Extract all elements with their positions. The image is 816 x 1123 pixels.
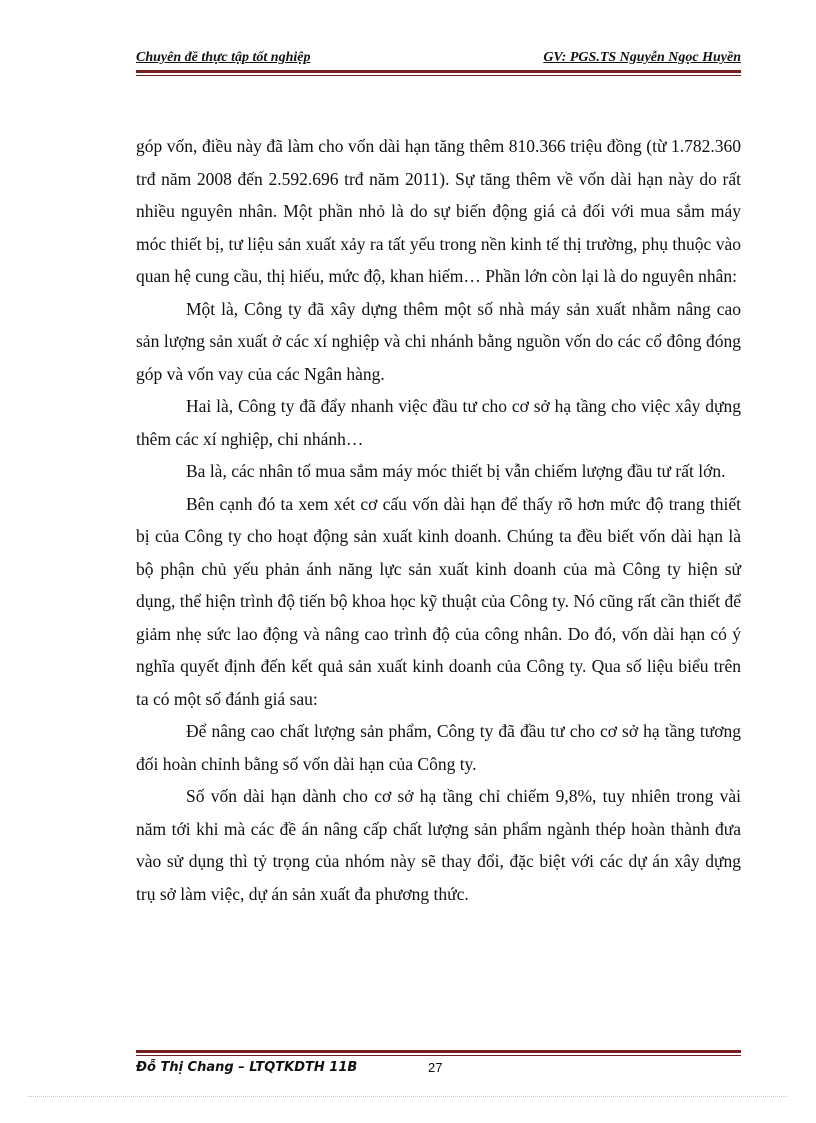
page-bottom-divider bbox=[28, 1096, 788, 1097]
header-rule-thin bbox=[136, 75, 741, 76]
paragraph: Ba là, các nhân tố mua sắm máy móc thiết bị vẫn chiếm lượng đầu tư rất lớn. bbox=[186, 461, 726, 481]
page-header bbox=[136, 50, 741, 68]
paragraph: Để nâng cao chất lượng sản phẩm, Công ty đã đầu tư cho cơ sở hạ tầng tương đối hoàn chỉnh bằng số vốn dài hạn của Công ty. bbox=[136, 721, 741, 774]
footer-rule-thin bbox=[136, 1055, 741, 1056]
paragraph: Bên cạnh đó ta xem xét cơ cấu vốn dài hạn để thấy rõ hơn mức độ trang thiết bị của Công ty cho hoạt động sản xuất kinh doanh. Chúng ta đều biết vốn dài hạn là bộ phận chủ yếu phản ánh năng lực sản xuất kinh doanh của mà Công ty hiện sử dụng, thể hiện trình độ tiến bộ khoa học kỹ thuật của Công ty. Nó cũng rất cần thiết để giảm nhẹ sức lao động và nâng cao trình độ của công nhân. Do đó, vốn dài hạn có ý nghĩa quyết định đến kết quả sản xuất kinh doanh của Công ty. Qua số liệu biểu trên ta có một số đánh giá sau: bbox=[136, 493, 741, 709]
paragraph: Số vốn dài hạn dành cho cơ sở hạ tầng chỉ chiếm 9,8%, tuy nhiên trong vài năm tới khi mà các đề án nâng cấp chất lượng sản phẩm ngành thép hoàn thành đưa vào sử dụng thì tỷ trọng của nhóm này sẽ thay đổi, đặc biệt với các dự án xây dựng trụ sở làm việc, dự án sản xuất đa phương thức. bbox=[136, 786, 741, 904]
paragraph: Hai là, Công ty đã đẩy nhanh việc đầu tư cho cơ sở hạ tầng cho việc xây dựng thêm các xí nghiệp, chi nhánh… bbox=[136, 396, 741, 449]
footer-author: Đỗ Thị Chang – LTQTKDTH 11B bbox=[136, 1060, 358, 1075]
page-body bbox=[136, 130, 741, 910]
paragraph: Một là, Công ty đã xây dựng thêm một số nhà máy sản xuất nhằm nâng cao sản lượng sản xuất ở các xí nghiệp và chi nhánh bằng nguồn vốn do các cổ đông đóng góp và vốn vay của các Ngân hàng. bbox=[136, 298, 741, 384]
footer-rule-thick bbox=[136, 1050, 741, 1053]
paragraph: góp vốn, điều này đã làm cho vốn dài hạn tăng thêm 810.366 triệu đồng (từ 1.782.360 trđ năm 2008 đến 2.592.696 trđ năm 2011). Sự tăng thêm về vốn dài hạn này do rất nhiều nguyên nhân. Một phần nhỏ là do sự biến động giá cả đối với mua sắm máy móc thiết bị, tư liệu sản xuất xảy ra tất yếu trong nền kinh tế thị trường, phụ thuộc vào quan hệ cung cầu, thị hiếu, mức độ, khan hiếm… Phần lớn còn lại là do nguyên nhân: bbox=[136, 136, 741, 286]
header-title: Chuyên đề thực tập tốt nghiệp bbox=[136, 50, 311, 65]
header-advisor: GV: PGS.TS Nguyễn Ngọc Huyền bbox=[543, 50, 741, 65]
page-number: 27 bbox=[428, 1060, 443, 1075]
header-rule-thick bbox=[136, 70, 741, 73]
